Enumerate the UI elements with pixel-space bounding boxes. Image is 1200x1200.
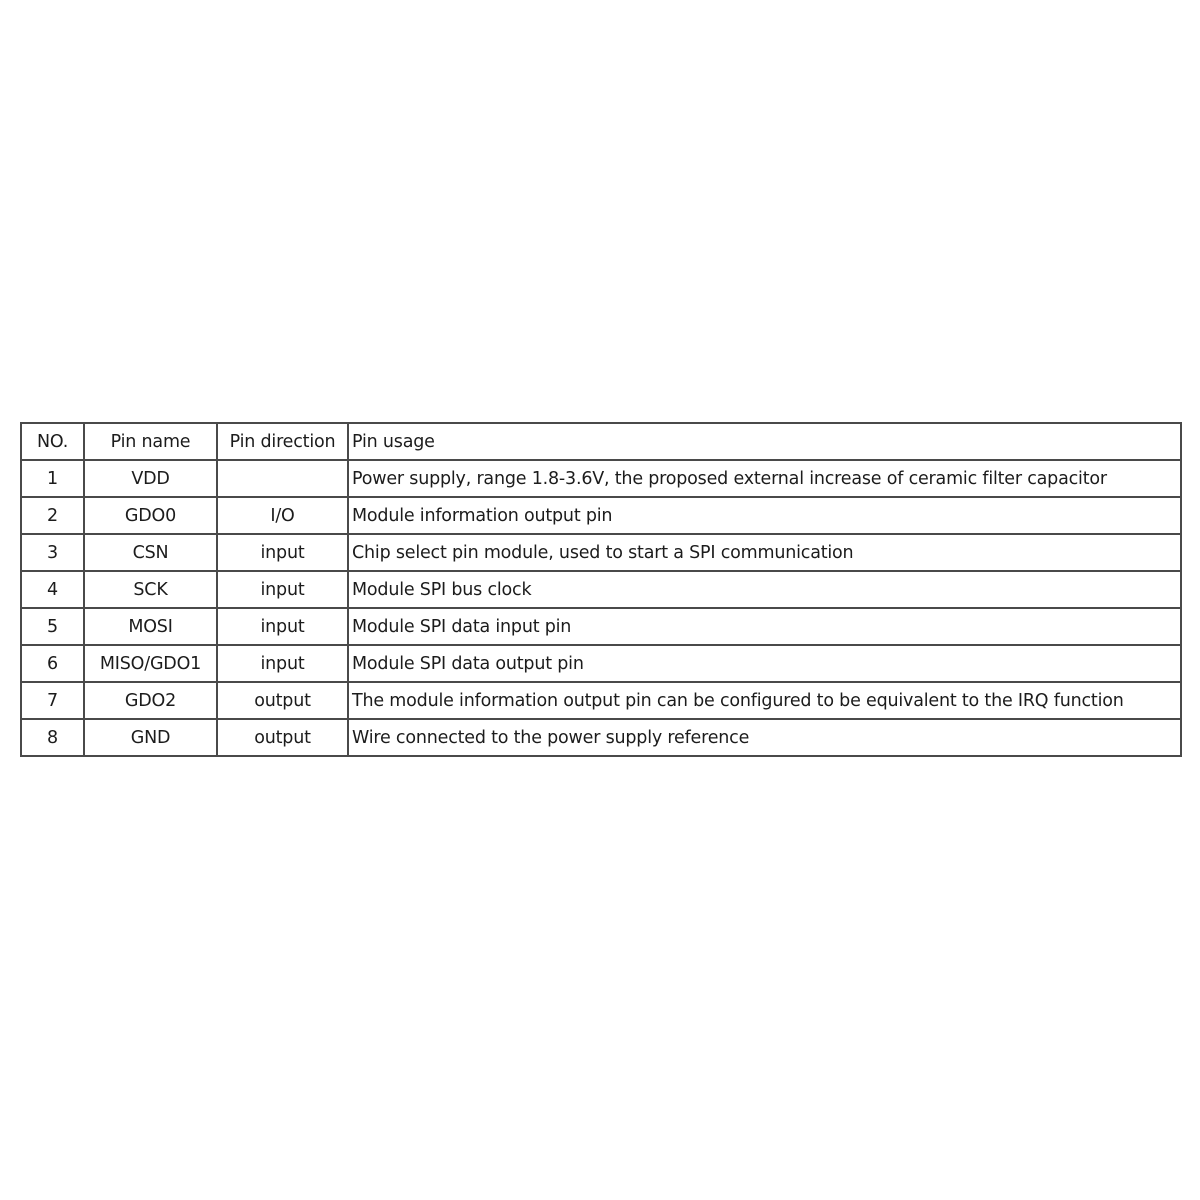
cell-pin-name: CSN — [84, 534, 217, 571]
cell-no: 6 — [21, 645, 84, 682]
header-pin-name: Pin name — [84, 423, 217, 460]
cell-pin-usage: Module SPI bus clock — [348, 571, 1181, 608]
table-row — [21, 608, 1181, 645]
cell-no: 2 — [21, 497, 84, 534]
table-row — [21, 534, 1181, 571]
cell-pin-name: VDD — [84, 460, 217, 497]
cell-pin-usage: Chip select pin module, used to start a SPI communication — [348, 534, 1181, 571]
cell-pin-name: MISO/GDO1 — [84, 645, 217, 682]
cell-pin-direction — [217, 460, 348, 497]
cell-no: 1 — [21, 460, 84, 497]
table-row — [21, 571, 1181, 608]
cell-pin-name: SCK — [84, 571, 217, 608]
table-row — [21, 682, 1181, 719]
cell-pin-direction: input — [217, 608, 348, 645]
cell-pin-direction: I/O — [217, 497, 348, 534]
cell-pin-direction: input — [217, 645, 348, 682]
cell-pin-direction: output — [217, 719, 348, 756]
table-row — [21, 645, 1181, 682]
cell-pin-name: GDO0 — [84, 497, 217, 534]
cell-pin-usage: Power supply, range 1.8-3.6V, the proposed external increase of ceramic filter capacitor — [348, 460, 1181, 497]
header-pin-direction: Pin direction — [217, 423, 348, 460]
table-row — [21, 497, 1181, 534]
cell-pin-direction: input — [217, 534, 348, 571]
cell-no: 3 — [21, 534, 84, 571]
cell-pin-name: GDO2 — [84, 682, 217, 719]
table-row — [21, 460, 1181, 497]
pin-definition-table — [20, 422, 1182, 757]
cell-pin-usage: Module information output pin — [348, 497, 1181, 534]
cell-pin-usage: Wire connected to the power supply reference — [348, 719, 1181, 756]
cell-pin-name: MOSI — [84, 608, 217, 645]
cell-no: 7 — [21, 682, 84, 719]
cell-pin-usage: The module information output pin can be configured to be equivalent to the IRQ function — [348, 682, 1181, 719]
cell-no: 5 — [21, 608, 84, 645]
cell-pin-usage: Module SPI data input pin — [348, 608, 1181, 645]
cell-no: 4 — [21, 571, 84, 608]
header-no: NO. — [21, 423, 84, 460]
table-header-row — [21, 423, 1181, 460]
header-pin-usage: Pin usage — [348, 423, 1181, 460]
cell-pin-direction: output — [217, 682, 348, 719]
table-row — [21, 719, 1181, 756]
cell-pin-name: GND — [84, 719, 217, 756]
cell-pin-usage: Module SPI data output pin — [348, 645, 1181, 682]
cell-pin-direction: input — [217, 571, 348, 608]
cell-no: 8 — [21, 719, 84, 756]
